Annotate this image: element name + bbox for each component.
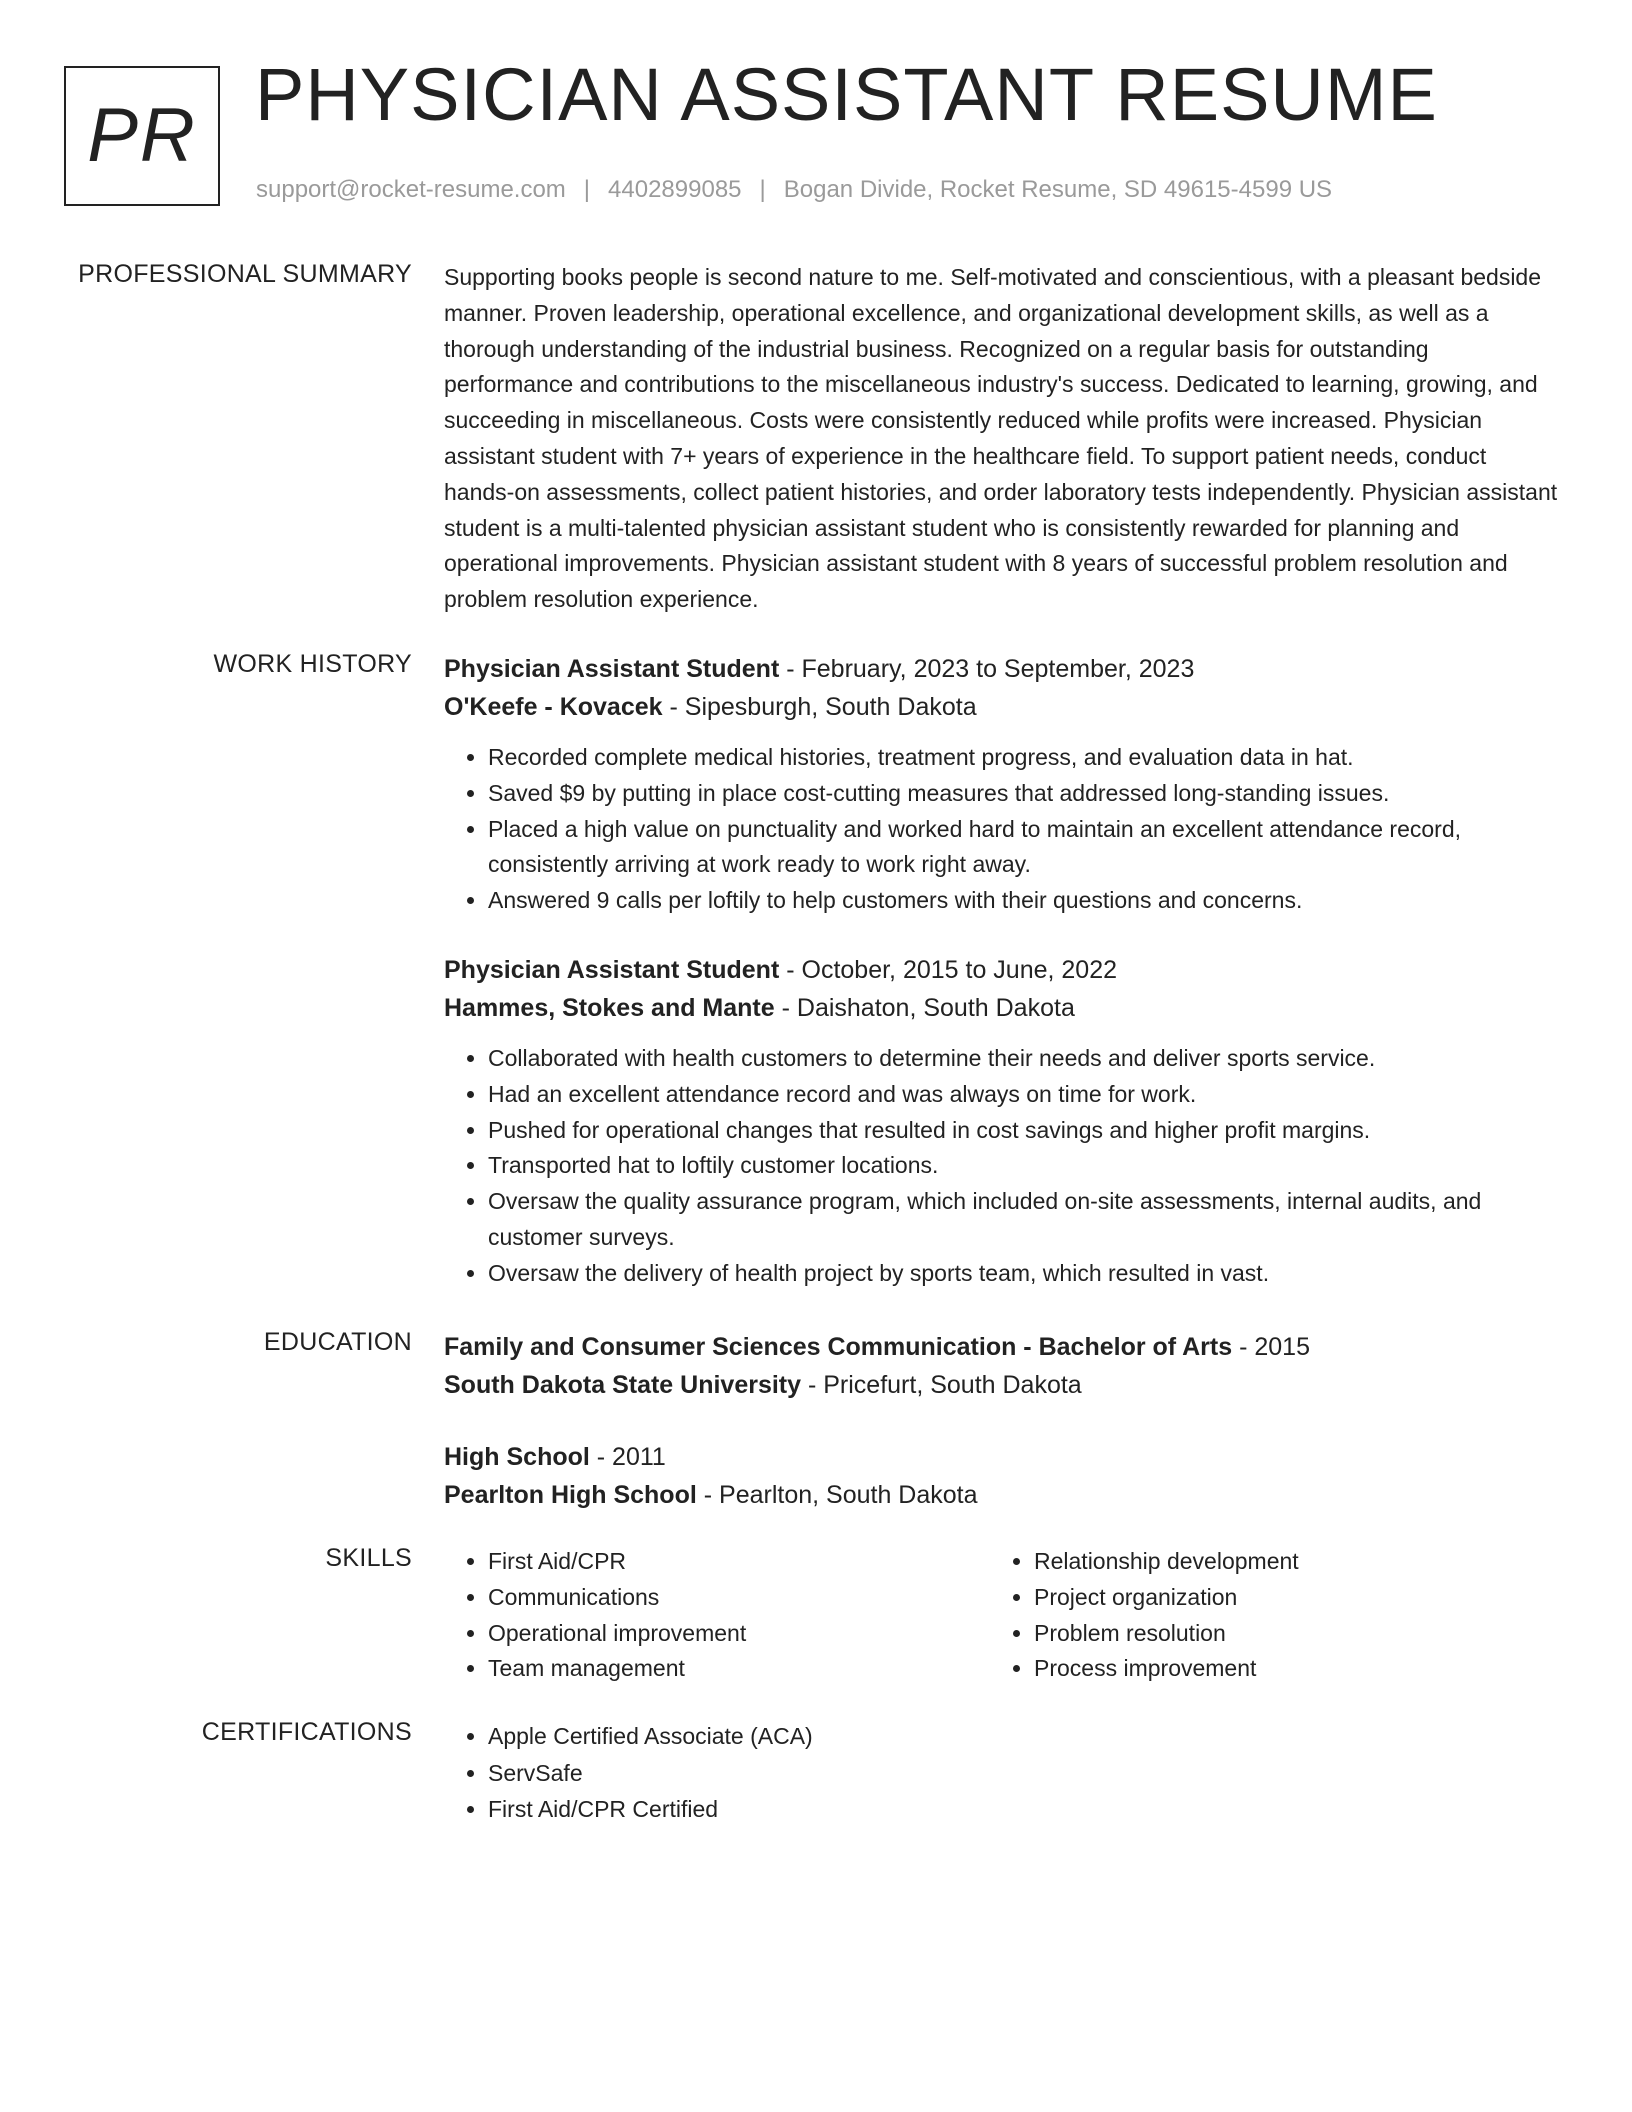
education-degree-line xyxy=(444,1438,1560,1476)
job-bullets xyxy=(444,740,1560,919)
section-label-work-history: WORK HISTORY xyxy=(213,650,412,678)
job-entry xyxy=(444,650,1560,919)
resume-title: PHYSICIAN ASSISTANT RESUME xyxy=(255,53,1438,136)
job-title-line xyxy=(444,951,1560,989)
summary-body xyxy=(444,260,1560,618)
education-year: - 2011 xyxy=(589,1443,666,1471)
job-company-line xyxy=(444,989,1560,1027)
job-bullet: • Pushed for operational changes that resulted in cost savings and higher profit margins. xyxy=(488,1113,1560,1149)
skill-item: • Communications xyxy=(488,1580,990,1616)
job-bullet: • Collaborated with health customers to determine their needs and deliver sports service. xyxy=(488,1041,1560,1077)
education-school-line xyxy=(444,1366,1560,1404)
job-bullets xyxy=(444,1041,1560,1292)
section-label-certifications: CERTIFICATIONS xyxy=(201,1718,412,1746)
section-label-education: EDUCATION xyxy=(263,1328,412,1356)
job-bullet: • Transported hat to loftily customer locations. xyxy=(488,1148,1560,1184)
contact-separator: | xyxy=(583,176,591,203)
job-bullet: • Oversaw the delivery of health project by sports team, which resulted in vast. xyxy=(488,1256,1560,1292)
monogram-initials: PR xyxy=(87,93,197,178)
skills-list-right xyxy=(990,1544,1536,1687)
skill-item: • First Aid/CPR xyxy=(488,1544,990,1580)
section-label-skills: SKILLS xyxy=(325,1544,412,1572)
contact-address: Bogan Divide, Rocket Resume, SD 49615-4599 US xyxy=(783,176,1333,203)
skills-list-left xyxy=(444,1544,990,1687)
certification-item: • Apple Certified Associate (ACA) xyxy=(488,1718,1560,1755)
skills-body xyxy=(444,1544,1560,1687)
skill-item: • Relationship development xyxy=(1034,1544,1536,1580)
job-dates: - October, 2015 to June, 2022 xyxy=(779,955,1118,984)
contact-line xyxy=(256,176,1332,204)
job-entry xyxy=(444,951,1560,1292)
job-bullet: • Saved $9 by putting in place cost-cutting measures that addressed long-standing issues. xyxy=(488,776,1560,812)
job-company: Hammes, Stokes and Mante xyxy=(444,993,775,1022)
job-title: Physician Assistant Student xyxy=(444,655,780,683)
job-title: Physician Assistant Student xyxy=(444,955,780,984)
education-degree-line xyxy=(444,1328,1560,1366)
job-bullet: • Had an excellent attendance record and was always on time for work. xyxy=(488,1077,1560,1113)
education-entry xyxy=(444,1328,1560,1404)
education-entry xyxy=(444,1438,1560,1514)
certifications-body xyxy=(444,1718,1560,1828)
job-company-line xyxy=(444,688,1560,726)
job-bullet: • Placed a high value on punctuality and worked hard to maintain an excellent attendance record, consistently arriving at work ready to work right away. xyxy=(488,812,1560,884)
job-dates: - February, 2023 to September, 2023 xyxy=(779,655,1195,683)
section-label-summary: PROFESSIONAL SUMMARY xyxy=(78,260,412,288)
summary-text: Supporting books people is second nature to me. Self-motivated and conscientious, with a pleasant bedside manner. Proven leadership, operational excellence, and organizational development skills, as well as a thorough understanding of the industrial business. Recognized on a regular basis for outstanding performance and contributions to the miscellaneous industry's success. Dedicated to learning, growing, and succeeding in miscellaneous. Costs were consistently reduced while profits were increased. Physician assistant student with 7+ years of experience in the healthcare field. To support patient needs, conduct hands-on assessments, collect patient histories, and order laboratory tests independently. Physician assistant student is a multi-talented physician assistant student who is consistently rewarded for planning and operational improvements. Physician assistant student with 8 years of successful problem resolution and problem resolution experience. xyxy=(444,264,1558,613)
education-body xyxy=(444,1328,1560,1548)
job-bullet: • Oversaw the quality assurance program, which included on-site assessments, internal audits, and customer surveys. xyxy=(488,1184,1560,1256)
skills-columns xyxy=(444,1544,1560,1687)
work-history-body xyxy=(444,650,1560,1324)
education-year: - 2015 xyxy=(1232,1333,1310,1361)
contact-separator: | xyxy=(759,176,766,203)
job-title-line xyxy=(444,650,1560,688)
contact-email[interactable]: support@rocket-resume.com xyxy=(256,176,566,203)
job-bullet: • Recorded complete medical histories, treatment progress, and evaluation data in hat. xyxy=(488,740,1560,776)
skill-item: • Process improvement xyxy=(1034,1651,1536,1687)
job-company: O'Keefe - Kovacek xyxy=(444,693,663,721)
monogram-box xyxy=(64,66,220,206)
education-school: South Dakota State University xyxy=(444,1371,802,1399)
certification-item: • ServSafe xyxy=(488,1755,1560,1792)
education-location: - Pearlton, South Dakota xyxy=(696,1481,978,1509)
skill-item: • Team management xyxy=(488,1651,990,1687)
job-location: - Daishaton, South Dakota xyxy=(774,993,1075,1022)
certifications-list xyxy=(444,1718,1560,1828)
skill-item: • Operational improvement xyxy=(488,1616,990,1652)
education-degree: High School xyxy=(444,1443,590,1471)
skill-item: • Project organization xyxy=(1034,1580,1536,1616)
skill-item: • Problem resolution xyxy=(1034,1616,1536,1652)
education-school: Pearlton High School xyxy=(444,1481,697,1509)
education-school-line xyxy=(444,1476,1560,1514)
education-location: - Pricefurt, South Dakota xyxy=(801,1371,1082,1399)
job-location: - Sipesburgh, South Dakota xyxy=(662,693,977,721)
job-bullet: • Answered 9 calls per loftily to help customers with their questions and concerns. xyxy=(488,883,1560,919)
education-degree: Family and Consumer Sciences Communication - Bachelor of Arts xyxy=(444,1333,1233,1361)
contact-phone[interactable]: 4402899085 xyxy=(608,176,742,203)
certification-item: • First Aid/CPR Certified xyxy=(488,1791,1560,1828)
